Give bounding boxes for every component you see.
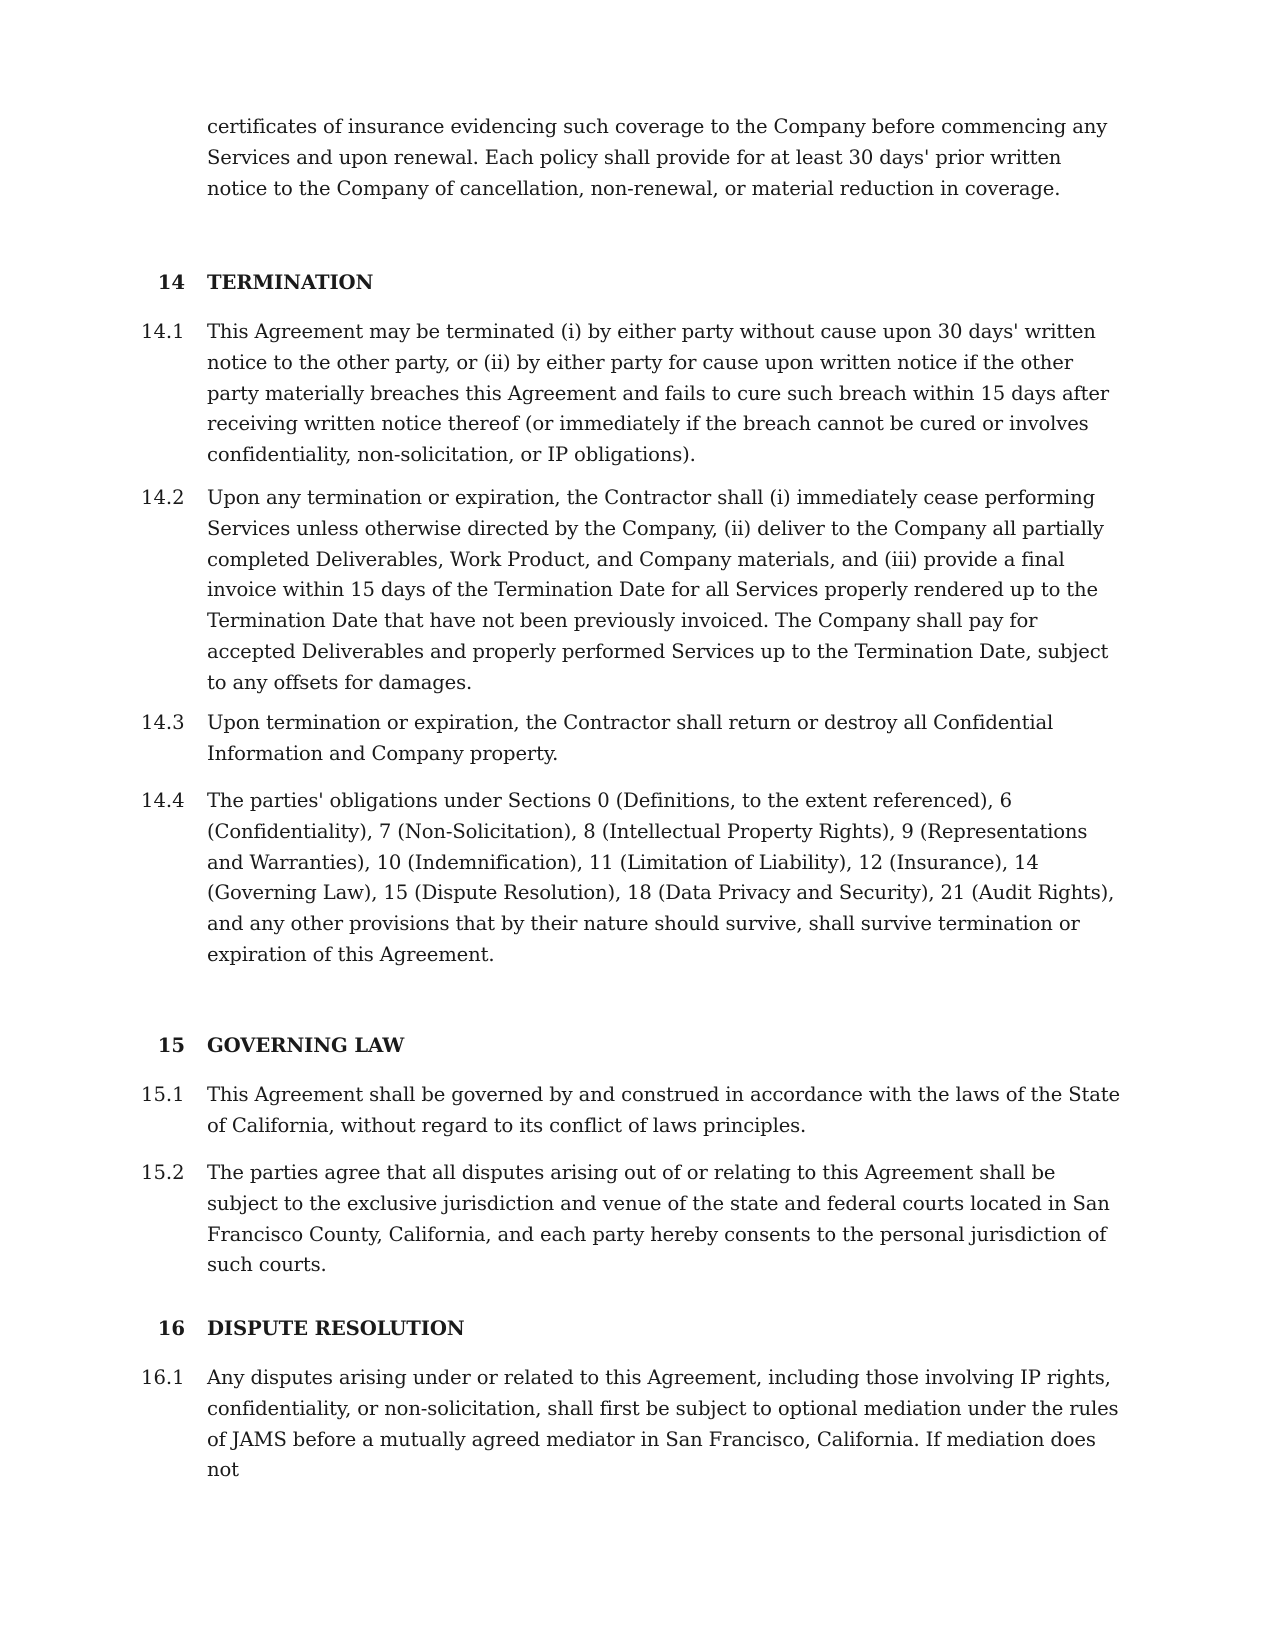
continuation-paragraph: certificates of insurance evidencing such coverage to the Company before commencing any Services and upon renewal. Each policy shall provide for at least 30 days' prior written notice to the Company of cancellation, non-renewal, or material reduction in coverage. [207,115,1108,200]
section-number: 16 [157,1317,185,1340]
clause-text: Any disputes arising under or related to this Agreement, including those involving IP rights, confidentiality, or non-solicitation, shall first be subject to optional mediation under the rules of JAMS before a mutually agreed mediator in San Francisco, California. If mediation does not [207,1366,1119,1482]
clause-number: 15.1 [141,1083,185,1106]
section-number: 15 [157,1034,185,1057]
section-title: TERMINATION [207,271,374,294]
clause-text: Upon termination or expiration, the Contractor shall return or destroy all Confidential Information and Company property. [207,711,1054,765]
section-title: GOVERNING LAW [207,1034,405,1057]
clause-number: 15.2 [141,1161,185,1184]
clause-number: 16.1 [141,1366,185,1389]
clause-text: Upon any termination or expiration, the Contractor shall (i) immediately cease performing Services unless otherwise directed by the Company, (ii) deliver to the Company all partially completed Deliverables, Work Product, and Company materials, and (iii) provide a final invoice within 15 days of the Termination Date for all Services properly rendered up to the Termination Date that have not been previously invoiced. The Company shall pay for accepted Deliverables and properly performed Services up to the Termination Date, subject to any offsets for damages. [207,486,1109,694]
clause-number: 14.3 [141,711,185,734]
clause-number: 14.1 [141,320,185,343]
clause-number: 14.2 [141,486,185,509]
clause-text: The parties' obligations under Sections 0 (Definitions, to the extent referenced), 6 (Confidentiality), 7 (Non-Solicitation), 8 (Intellectual Property Rights), 9 (Representations and Warranties), 10 (Indemnification), 11 (Limitation of Liability), 12 (Insurance), 14 (Governing Law), 15 (Dispute Resolution), 18 (Data Privacy and Security), 21 (Audit Rights), and any other provisions that by their nature should survive, shall survive termination or expiration of this Agreement. [207,789,1115,966]
clause-text: The parties agree that all disputes arising out of or relating to this Agreement shall be subject to the exclusive jurisdiction and venue of the state and federal courts located in San Francisco County, California, and each party hereby consents to the personal jurisdiction of such courts. [207,1161,1110,1277]
clause-number: 14.4 [141,789,185,812]
section-number: 14 [157,271,185,294]
section-title: DISPUTE RESOLUTION [207,1317,465,1340]
clause-text: This Agreement may be terminated (i) by either party without cause upon 30 days' written notice to the other party, or (ii) by either party for cause upon written notice if the other party materially breaches this Agreement and fails to cure such breach within 15 days after receiving written notice thereof (or immediately if the breach cannot be cured or involves confidentiality, non-solicitation, or IP obligations). [207,320,1109,467]
clause-text: This Agreement shall be governed by and construed in accordance with the laws of the State of California, without regard to its conflict of laws principles. [207,1083,1120,1137]
